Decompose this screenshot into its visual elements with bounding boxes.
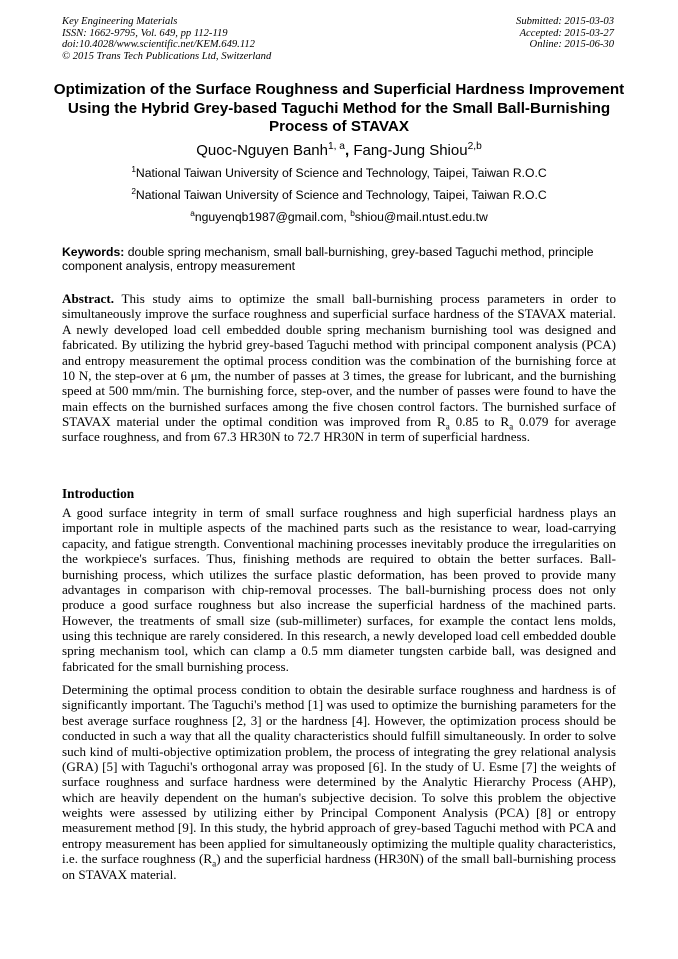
email-separator: , — [343, 210, 351, 224]
abstract-text-2: 0.85 to R — [449, 414, 510, 429]
introduction-heading: Introduction — [62, 486, 135, 501]
affiliation-1 — [0, 163, 678, 180]
introduction-paragraph-2-sub: a — [212, 858, 217, 869]
affiliation-1-text: National Taiwan University of Science and Technology, Taipei, Taiwan R.O.C — [135, 166, 547, 180]
affiliation-1-marker: 1 — [131, 163, 136, 174]
introduction-paragraph-2-text-a: Determining the optimal process condition to obtain the desirable surface roughness and hardness is of significantly important. The Taguchi's method [1] was used to optimize the burnishing parameters for the best average surface roughness [2, 3] or the hardness [4]. However, the optimization process should be conducted in such a way that all the quality characteristics should fulfill simultaneously. In order to solve such kind of multi-objective optimization problem, the process of integrating the grey relational analysis (GRA) [5] with Taguchi's orthogonal array was proposed [6]. In the study of U. Esme [7] the weights of surface roughness and surface hardness were determined by the Analytic Hierarchy Process (AHP), which are heavily dependent on the human's subjective decision. To solve this problem the objective weights were assessed by utilizing either by Principal Component Analysis (PCA) [8] or entropy measurement method [9]. In this study, the hybrid approach of grey-based Taguchi method with PCA and entropy measurement has been applied for simultaneously optimizing the multiple quality characteristics, i.e. the surface roughness (R — [62, 682, 616, 867]
email-line — [0, 207, 678, 224]
abstract-sub-2: a — [509, 421, 514, 432]
keywords-text: double spring mechanism, small ball-burnishing, grey-based Taguchi method, principle component analysis, entropy measurement — [62, 245, 594, 273]
introduction-paragraph-1: A good surface integrity in term of small surface roughness and high superficial hardness plays an important role in multiple aspects of the machined parts such as the resistance to wear, load-carrying capacity, and fatigue strength. Conventional machining processes inevitably produce the irregularities on the workpiece's surfaces. Thus, finishing methods are required to obtain the better surfaces. Ball-burnishing process, which utilizes the surface plastic deformation, has been proved to provide many advantages in comparison with chip-removal processes. The ball-burnishing process does not only produce a good surface roughness but also increase the superficial hardness of the machined parts. However, the treatments of small size (sub-millimeter) surfaces, for example the contact lens molds, using this technique are rarely considered. In this research, a newly developed load cell embedded double spring mechanism tool, which can clamp a 0.5 mm diameter tungsten carbide ball, was designed and fabricated for the small burnishing process. — [62, 505, 616, 674]
submitted-date: Submitted: 2015-03-03 — [516, 16, 614, 27]
introduction-paragraph-2-text-b: ) and the superficial hardness (HR30N) of the small ball-burnishing process on STAVAX material. — [62, 851, 617, 882]
abstract-text-1: This study aims to optimize the small ball-burnishing process parameters in order to simultaneously improve the surface roughness and superficial surface hardness of the STAVAX material. A newly developed load cell embedded double spring mechanism burnishing tool was designed and fabricated. By utilizing the hybrid grey-based Taguchi method with principal component analysis (PCA) and entropy measurement the optimal process condition was the combination of the burnishing force at 10 N, the step-over at 6 μm, the number of passes at 3 times, the grease for lubricant, and the burnishing speed at 500 mm/min. The burnishing force, step-over, and the number of passes were found to have the main effects on the burnished surfaces among the five chosen control factors. The burnished surface of STAVAX material under the optimal condition was improved from R — [62, 291, 616, 429]
publication-dates — [516, 16, 614, 51]
doi: doi:10.4028/www.scientific.net/KEM.649.112 — [62, 39, 255, 51]
email-b-marker: b — [350, 207, 355, 218]
email-a[interactable]: nguyenqb1987@gmail.com — [194, 210, 344, 224]
affiliation-2-marker: 2 — [131, 185, 136, 196]
online-date: Online: 2015-06-30 — [529, 39, 614, 51]
author-1: Quoc-Nguyen Banh — [196, 142, 328, 159]
author-1-marker: 1, a — [327, 141, 345, 152]
journal-info — [62, 16, 271, 62]
abstract — [62, 291, 616, 445]
email-a-marker: a — [190, 207, 195, 218]
affiliation-2-text: National Taiwan University of Science and Technology, Taipei, Taiwan R.O.C — [135, 188, 547, 202]
author-line — [0, 141, 678, 161]
abstract-label: Abstract. — [62, 291, 114, 306]
abstract-text-3: 0.079 for average surface roughness, and from 67.3 HR30N to 72.7 HR30N in term of superficial hardness. — [62, 414, 616, 445]
abstract-sub-1: a — [445, 421, 450, 432]
introduction-paragraph-2 — [62, 682, 616, 882]
accepted-date: Accepted: 2015-03-27 — [519, 27, 614, 39]
journal-name: Key Engineering Materials — [62, 16, 178, 27]
author-2-marker: 2,b — [467, 141, 482, 152]
keywords — [62, 246, 616, 274]
paper-title: Optimization of the Surface Roughness and Superficial Hardness Improvement Using the Hybrid Grey-based Taguchi Method for the Small Ball-Burnishing Process of STAVAX — [53, 81, 625, 135]
author-separator: , — [344, 142, 354, 159]
copyright: © 2015 Trans Tech Publications Ltd, Switzerland — [62, 50, 272, 62]
keywords-label: Keywords: — [62, 245, 125, 259]
affiliation-2 — [0, 185, 678, 202]
author-2: Fang-Jung Shiou — [353, 142, 468, 159]
issn: ISSN: 1662-9795, Vol. 649, pp 112-119 — [62, 27, 228, 39]
email-b[interactable]: shiou@mail.ntust.edu.tw — [354, 210, 488, 224]
